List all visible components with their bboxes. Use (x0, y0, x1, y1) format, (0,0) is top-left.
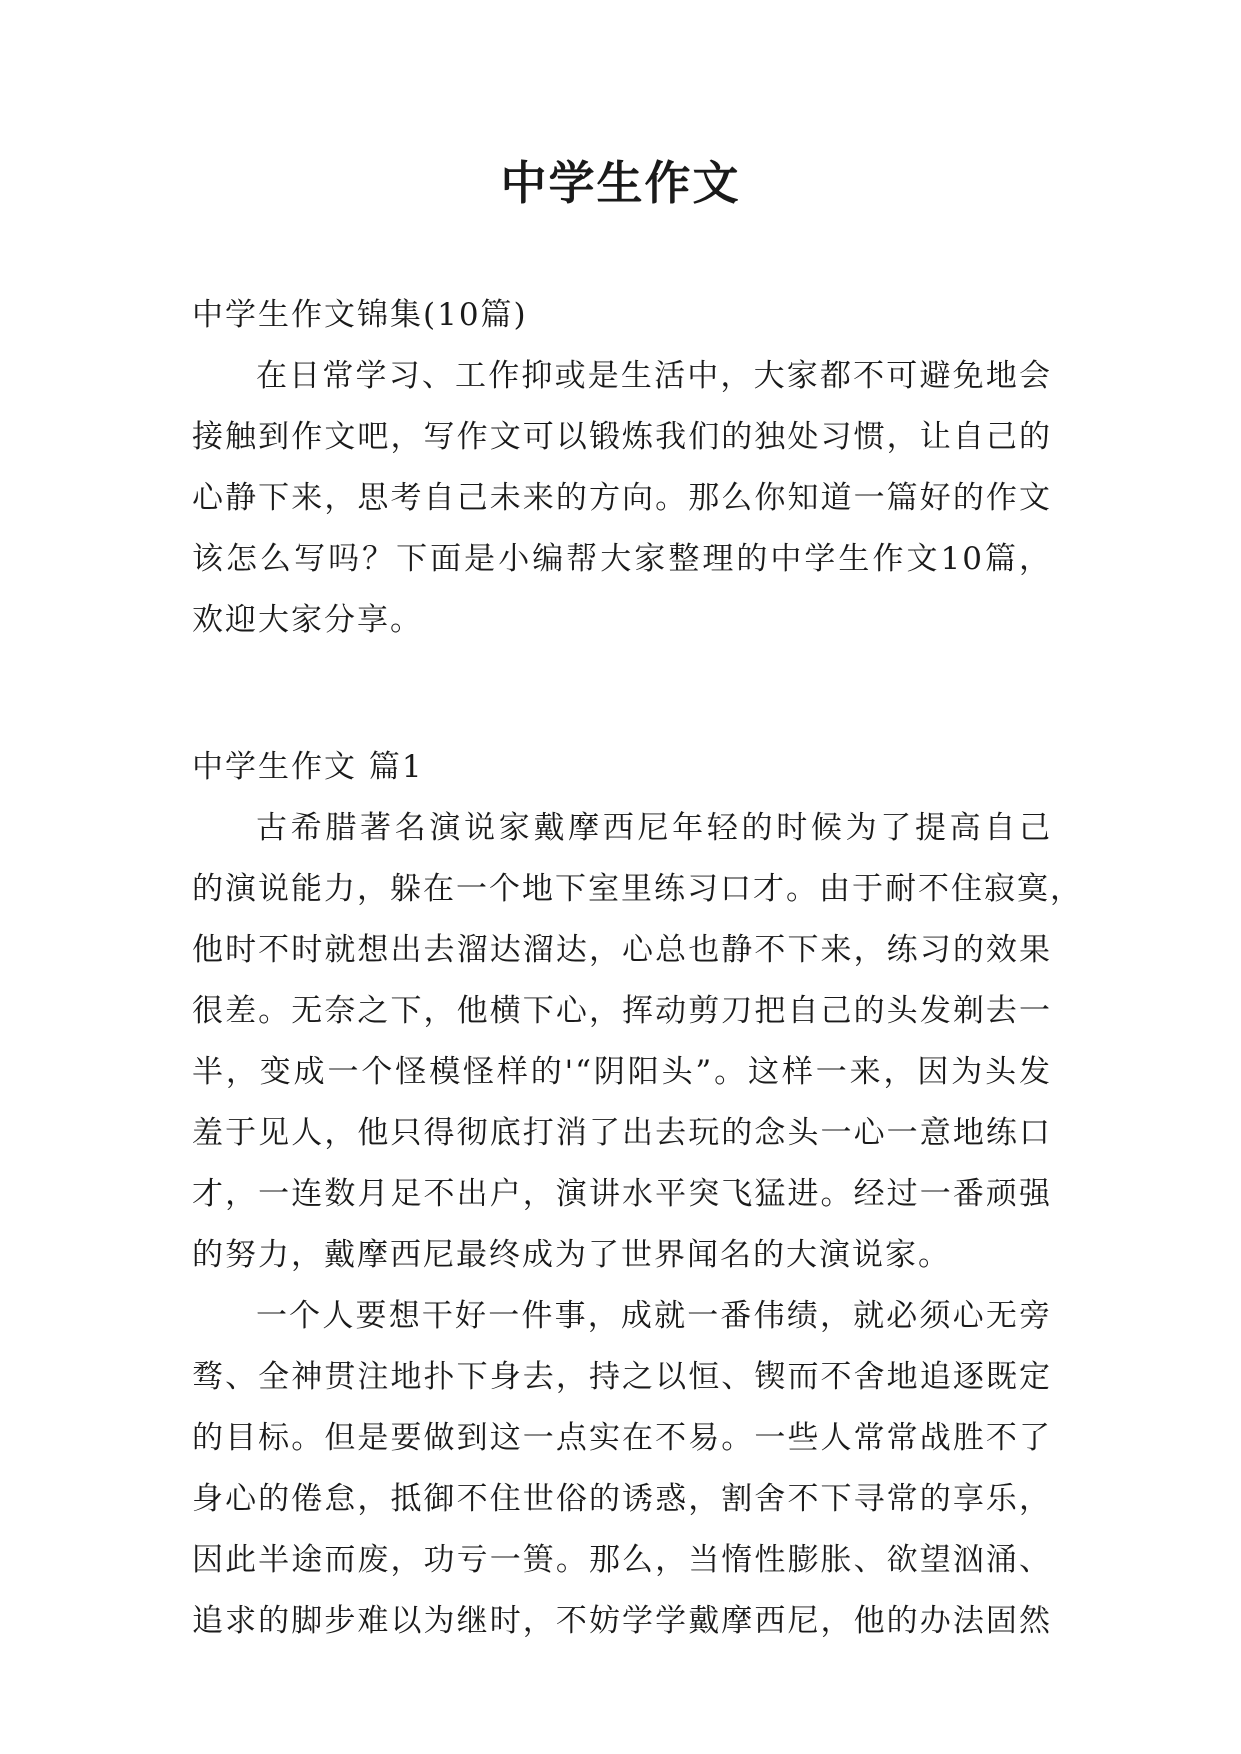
section-heading: 中学生作文 篇1 (192, 749, 424, 785)
intro-line: 欢迎大家分享。 (192, 602, 423, 638)
paragraph-line: 追求的脚步难以为继时，不妨学学戴摩西尼，他的办法固然 (192, 1603, 1052, 1639)
paragraph-line: 的努力，戴摩西尼最终成为了世界闻名的大演说家。 (192, 1237, 951, 1273)
essay-paragraph-1 (192, 798, 1083, 1286)
paragraph-line: 因此半途而废，功亏一篑。那么，当惰性膨胀、欲望汹涌、 (192, 1542, 1052, 1578)
paragraph-line: 古希腊著名演说家戴摩西尼年轻的时候为了提高自己 (256, 810, 1052, 846)
paragraph-line: 很差。无奈之下，他横下心，挥动剪刀把自己的头发剃去一 (192, 993, 1052, 1029)
paragraph-line: 一个人要想干好一件事，成就一番伟绩，就必须心无旁 (256, 1298, 1052, 1334)
spacer (192, 651, 1052, 737)
intro-line: 接触到作文吧，写作文可以锻炼我们的独处习惯，让自己的 (192, 419, 1052, 455)
paragraph-line: 半，变成一个怪模怪样的'“阴阳头”。这样一来，因为头发 (192, 1054, 1052, 1090)
paragraph-line: 才，一连数月足不出户，演讲水平突飞猛进。经过一番顽强 (192, 1176, 1052, 1212)
paragraph-line: 的目标。但是要做到这一点实在不易。一些人常常战胜不了 (192, 1420, 1052, 1456)
paragraph-line: 骛、全神贯注地扑下身去，持之以恒、锲而不舍地追逐既定 (192, 1359, 1052, 1395)
intro-line: 心静下来，思考自己未来的方向。那么你知道一篇好的作文 (192, 480, 1052, 516)
paragraph-line: 的演说能力，躲在一个地下室里练习口才。由于耐不住寂寞， (192, 871, 1083, 907)
collection-subtitle: 中学生作文锦集(10篇) (192, 297, 528, 333)
page-title: 中学生作文 (500, 156, 741, 210)
paragraph-line: 羞于见人，他只得彻底打消了出去玩的念头一心一意地练口 (192, 1115, 1052, 1151)
intro-line: 该怎么写吗？下面是小编帮大家整理的中学生作文10篇， (192, 541, 1052, 577)
intro-paragraph (192, 346, 1052, 651)
essay-paragraph-2 (192, 1286, 1052, 1652)
paragraph-line: 他时不时就想出去溜达溜达，心总也静不下来，练习的效果 (192, 932, 1052, 968)
document-body (192, 285, 1083, 1652)
intro-line: 在日常学习、工作抑或是生活中，大家都不可避免地会 (256, 358, 1052, 394)
paragraph-line: 身心的倦怠，抵御不住世俗的诱惑，割舍不下寻常的享乐， (192, 1481, 1052, 1517)
